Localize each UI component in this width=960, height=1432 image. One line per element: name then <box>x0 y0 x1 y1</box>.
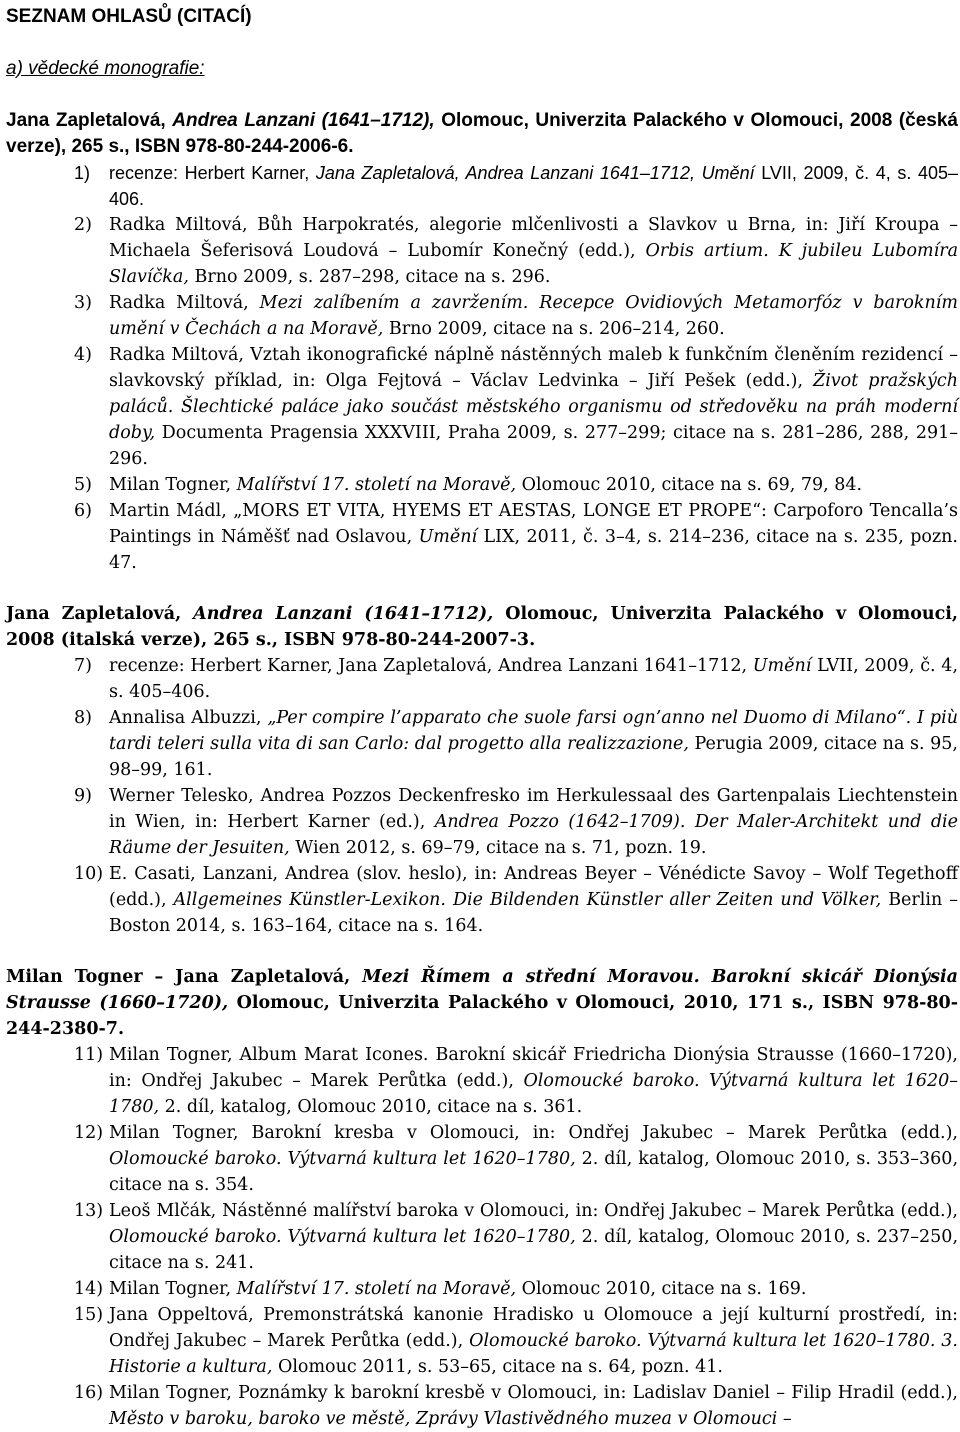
monograph-author: Jana Zapletalová, <box>6 110 173 131</box>
citation-number: 9) <box>74 786 92 806</box>
citation-text: Annalisa Albuzzi, <box>109 708 268 728</box>
citation-text: Brno 2009, citace na s. 206–214, 260. <box>383 319 725 339</box>
citation-text: Werner Telesko, Andrea Pozzos Deckenfresko im Herkulessaal des Gartenpalais Liechtenstein in Wien, in: Herbert Karner (ed.), <box>109 786 958 832</box>
citation-text: 2. díl, katalog, Olomouc 2010, s. 353–360, citace na s. 354. <box>109 1149 959 1195</box>
monograph-details: Olomouc, Univerzita Palackého v Olomouci, 2008 (italská verze), 265 s., ISBN 978-80-244-2007-3. <box>6 604 959 650</box>
monograph-title: Andrea Lanzani (1641–1712), <box>193 604 494 624</box>
citation-italic: Malířství 17. století na Moravě, <box>236 475 517 495</box>
citation-italic: Umění <box>418 527 478 547</box>
citation-italic: Olomoucké baroko. Výtvarná kultura let 1620–1780. 3. Historie a kultura, <box>109 1331 958 1377</box>
citation-text: recenze: Herbert Karner, Jana Zapletalová, Andrea Lanzani 1641–1712, <box>109 656 753 676</box>
citation-number: 1) <box>74 163 91 183</box>
citation-italic: Mezi zalíbením a zavržením. Recepce Ovidiových Metamorfóz v barokním umění v Čechách a na Moravě, <box>109 293 958 339</box>
citation-item <box>6 472 958 498</box>
citation-item <box>6 212 958 290</box>
citation-text: Olomouc 2011, s. 53–65, citace na s. 64, pozn. 41. <box>272 1357 723 1377</box>
citation-text: – <box>777 1409 792 1429</box>
citation-item <box>6 1302 958 1380</box>
section-subheading: a) vědecké monografie: <box>6 58 205 79</box>
citation-number: 8) <box>74 708 92 728</box>
citation-italic: Malířství 17. století na Moravě, <box>236 1279 517 1299</box>
citation-item <box>6 861 958 939</box>
citation-text: LIX, 2011, č. 3–4, s. 214–236, citace na s. 235, pozn. 47. <box>109 527 958 573</box>
citation-text: 2. díl, katalog, Olomouc 2010, citace na s. 361. <box>159 1097 583 1117</box>
citation-italic: Umění <box>752 656 812 676</box>
citation-italic: Olomoucké baroko. Výtvarná kultura let 1620–1780, <box>109 1149 576 1169</box>
citation-text: 2. díl, katalog, Olomouc 2010, s. 237–250, citace na s. 241. <box>109 1227 959 1273</box>
citation-text: Wien 2012, s. 69–79, citace na s. 71, pozn. 19. <box>289 838 707 858</box>
monograph-entry <box>6 601 958 653</box>
citation-italic: Orbis artium. K jubileu Lubomíra Slavíčka, <box>109 241 959 287</box>
document-page <box>6 0 958 1432</box>
citation-text: Radka Miltová, Vztah ikonografické náplně nástěnných maleb k funkčním členěním rezidencí – slavkovský příklad, in: Olga Fejtová – Václav Ledvinka – Jiří Pešek (edd.), <box>109 345 958 391</box>
citation-italic: Olomoucké baroko. Výtvarná kultura let 1620–1780, <box>109 1227 576 1247</box>
citation-text: Brno 2009, s. 287–298, citace na s. 296. <box>188 267 551 287</box>
citation-number: 11) <box>74 1045 104 1065</box>
citation-number: 2) <box>74 215 92 235</box>
citation-item <box>6 160 958 212</box>
citation-item <box>6 653 958 705</box>
monograph-details: Olomouc, Univerzita Palackého v Olomouci, 2008 (česká verze), 265 s., ISBN 978-80-244-2006-6. <box>6 110 959 157</box>
citation-number: 16) <box>74 1383 104 1403</box>
citation-text: Martin Mádl, „MORS ET VITA, HYEMS ET AESTAS, LONGE ET PROPE“: Carpoforo Tencalla’s Paintings in Náměšť nad Oslavou, <box>109 501 958 547</box>
citation-italic: „Per compire l’apparato che suole farsi ogn’anno nel Duomo di Milano“. I più tardi teleri sulla vita di san Carlo: dal progetto alla realizzazione, <box>109 708 958 754</box>
citation-text: Milan Togner, Album Marat Icones. Barokní skicář Friedricha Dionýsia Strausse (1660–1720), in: Ondřej Jakubec – Marek Perůtka (edd.), <box>109 1045 958 1091</box>
citation-item <box>6 1380 958 1432</box>
citation-number: 4) <box>74 345 92 365</box>
monograph-entry <box>6 964 958 1042</box>
citation-text: Milan Togner, Poznámky k barokní kresbě v Olomouci, in: Ladislav Daniel – Filip Hradil (edd.), <box>109 1383 958 1403</box>
citation-number: 15) <box>74 1305 104 1325</box>
citation-text: Milan Togner, <box>109 1279 237 1299</box>
citation-text: Leoš Mlčák, Nástěnné malířství baroka v Olomouci, in: Ondřej Jakubec – Marek Perůtka (edd.), <box>109 1201 958 1221</box>
citation-number: 13) <box>74 1201 104 1221</box>
citation-text: Olomouc 2010, citace na s. 169. <box>516 1279 807 1299</box>
citation-italic: Andrea Pozzo (1642–1709). Der Maler-Architekt und die Räume der Jesuiten, <box>109 812 958 858</box>
citation-item <box>6 342 958 472</box>
citation-number: 12) <box>74 1123 104 1143</box>
citation-number: 3) <box>74 293 92 313</box>
citation-text: Jana Oppeltová, Premonstrátská kanonie Hradisko u Olomouce a její kulturní prostředí, in: Ondřej Jakubec – Marek Perůtka (edd.), <box>109 1305 958 1351</box>
citation-text: LVII, 2009, č. 4, s. 405–406. <box>109 656 959 702</box>
monograph-author: Jana Zapletalová, <box>6 604 194 624</box>
citation-item <box>6 290 958 342</box>
citation-text: Perugia 2009, citace na s. 95, 98–99, 161. <box>109 734 958 780</box>
citation-number: 6) <box>74 501 92 521</box>
citation-italic: Olomoucké baroko. Výtvarná kultura let 1620–1780, <box>109 1071 958 1117</box>
citation-text: recenze: Herbert Karner, <box>109 163 316 183</box>
citation-text: Berlin – Boston 2014, s. 163–164, citace na s. 164. <box>109 890 958 936</box>
citation-text: Milan Togner, <box>109 475 237 495</box>
citation-text: Milan Togner, Barokní kresba v Olomouci, in: Ondřej Jakubec – Marek Perůtka (edd.), <box>109 1123 958 1143</box>
monograph-title: Mezi Římem a střední Moravou. Barokní skicář Dionýsia Strausse (1660–1720), <box>6 967 958 1013</box>
citation-item <box>6 498 958 576</box>
citation-italic: Allgemeines Künstler-Lexikon. Die Bildenden Künstler aller Zeiten und Völker, <box>173 890 882 910</box>
citation-list <box>6 1042 958 1432</box>
citation-italic: Život pražských paláců. Šlechtické paláce jako součást městského organismu od středověku na práh moderní doby, <box>109 371 958 443</box>
citation-number: 14) <box>74 1279 104 1299</box>
citation-number: 7) <box>74 656 92 676</box>
citation-item <box>6 783 958 861</box>
citation-text: Documenta Pragensia XXXVIII, Praha 2009, s. 277–299; citace na s. 281–286, 288, 291–296. <box>109 423 958 469</box>
citation-item <box>6 1198 958 1276</box>
citation-text: Olomouc 2010, citace na s. 69, 79, 84. <box>516 475 863 495</box>
citation-text: E. Casati, Lanzani, Andrea (slov. heslo), in: Andreas Beyer – Vénédicte Savoy – Wolf Tegethoff (edd.), <box>109 864 958 910</box>
citation-italic: Jana Zapletalová, Andrea Lanzani 1641–1712, Umění <box>315 163 755 183</box>
citation-number: 10) <box>74 864 104 884</box>
citation-item <box>6 705 958 783</box>
citation-list <box>6 160 958 576</box>
monograph-author: Milan Togner – Jana Zapletalová, <box>6 967 363 987</box>
citation-text: LVII, 2009, č. 4, s. 405–406. <box>109 163 959 209</box>
citation-italic: Město v baroku, baroko ve městě, Zprávy Vlastivědného muzea v Olomouci <box>109 1409 778 1429</box>
monograph-details: Olomouc, Univerzita Palackého v Olomouci, 2010, 171 s., ISBN 978-80-244-2380-7. <box>6 993 959 1039</box>
citation-number: 5) <box>74 475 92 495</box>
citation-text: Radka Miltová, Bůh Harpokratés, alegorie mlčenlivosti a Slavkov u Brna, in: Jiří Kroupa – Michaela Šeferisová Loudová – Lubomír Konečný (edd.), <box>109 215 958 261</box>
monograph-title: Andrea Lanzani (1641–1712), <box>172 110 435 131</box>
monograph-entry <box>6 108 958 160</box>
citation-list <box>6 653 958 939</box>
citation-text: Radka Miltová, <box>109 293 260 313</box>
citation-item <box>6 1042 958 1120</box>
document-heading: SEZNAM OHLASŮ (CITACÍ) <box>6 6 252 27</box>
citation-item <box>6 1276 958 1302</box>
citation-item <box>6 1120 958 1198</box>
